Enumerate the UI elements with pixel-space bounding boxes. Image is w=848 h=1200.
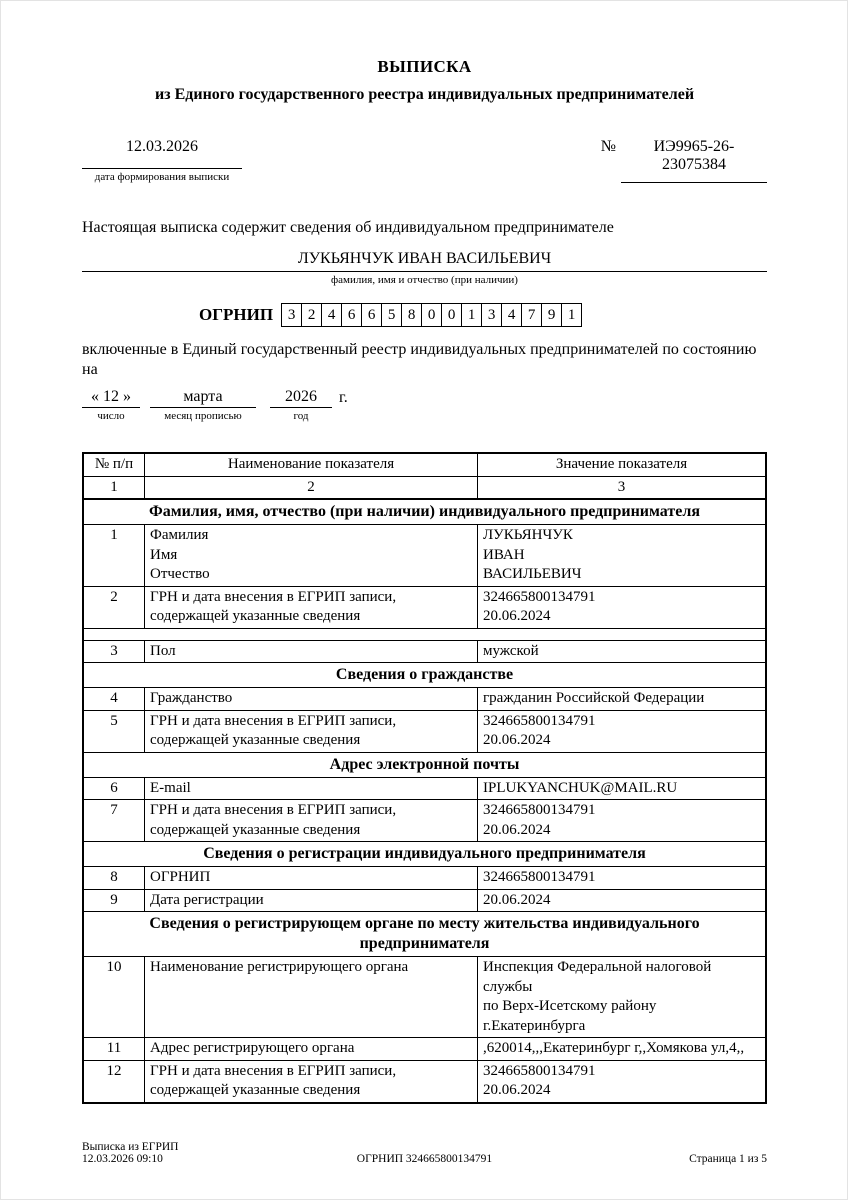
- as-of-month-value: марта: [150, 388, 256, 408]
- as-of-day-value: « 12 »: [82, 388, 140, 408]
- table-row: [83, 777, 766, 800]
- entrepreneur-name-block: [82, 250, 767, 286]
- header-name: Наименование показателя: [145, 453, 478, 476]
- footer-datetime: 12.03.2026 09:10: [82, 1153, 163, 1165]
- ogrnip-digit-boxes: [281, 303, 582, 327]
- row-name-cell: ГРН и дата внесения в ЕГРИП записи, содержащей указанные сведения: [145, 710, 478, 752]
- ogrnip-digit: 1: [462, 303, 482, 327]
- row-name-cell: ОГРНИП: [145, 867, 478, 890]
- table-empty-row: [83, 628, 766, 640]
- row-value-cell: 324665800134791 20.06.2024: [478, 1060, 767, 1103]
- registry-table: [82, 452, 767, 1104]
- ogrnip-digit: 6: [362, 303, 382, 327]
- row-value-cell: 20.06.2024: [478, 889, 767, 912]
- table-row: [83, 710, 766, 752]
- row-number-cell: 12: [83, 1060, 145, 1103]
- formation-date: 12.03.2026: [82, 138, 242, 169]
- as-of-year-value: 2026: [270, 388, 332, 408]
- footer-page-number: Страница 1 из 5: [689, 1153, 767, 1165]
- row-name-cell: Дата регистрации: [145, 889, 478, 912]
- row-number-cell: 3: [83, 640, 145, 663]
- row-name-cell: ГРН и дата внесения в ЕГРИП записи, содержащей указанные сведения: [145, 1060, 478, 1103]
- row-number-cell: 7: [83, 800, 145, 842]
- ogrnip-digit: 9: [542, 303, 562, 327]
- number-sign: №: [600, 138, 616, 155]
- ogrnip-digit: 4: [502, 303, 522, 327]
- colnum-3: 3: [478, 476, 767, 499]
- row-value-cell: 324665800134791: [478, 867, 767, 890]
- table-row: [83, 586, 766, 628]
- document-title: ВЫПИСКА: [377, 57, 472, 76]
- table-row: [83, 957, 766, 1038]
- header-value: Значение показателя: [478, 453, 767, 476]
- included-statement: включенные в Единый государственный реестр индивидуальных предпринимателей по состоянию на: [82, 341, 757, 378]
- row-number-cell: 10: [83, 957, 145, 1038]
- table-section-header: [83, 752, 766, 777]
- ogrnip-digit: 1: [562, 303, 582, 327]
- row-number-cell: 8: [83, 867, 145, 890]
- row-value-cell: мужской: [478, 640, 767, 663]
- entrepreneur-name-caption: фамилия, имя и отчество (при наличии): [331, 274, 518, 286]
- table-section-header: [83, 499, 766, 525]
- as-of-month-label: месяц прописью: [164, 410, 242, 423]
- table-section-header-text: Фамилия, имя, отчество (при наличии) индивидуального предпринимателя: [83, 499, 766, 525]
- formation-date-block: [82, 138, 242, 183]
- table-section-header-text: Сведения о регистрации индивидуального предпринимателя: [83, 842, 766, 867]
- meta-row: [82, 138, 767, 183]
- row-name-cell: Наименование регистрирующего органа: [145, 957, 478, 1038]
- table-section-header-text: Адрес электронной почты: [83, 752, 766, 777]
- table-row: [83, 640, 766, 663]
- ogrnip-digit: 3: [482, 303, 502, 327]
- row-name-cell: Пол: [145, 640, 478, 663]
- as-of-year-label: год: [293, 410, 309, 423]
- page-footer: [82, 1141, 767, 1165]
- colnum-1: 1: [83, 476, 145, 499]
- row-name-cell: ГРН и дата внесения в ЕГРИП записи, содержащей указанные сведения: [145, 586, 478, 628]
- document-number-block: [601, 138, 767, 183]
- as-of-day-field: [82, 388, 140, 422]
- as-of-day-label: число: [97, 410, 125, 423]
- table-row: [83, 889, 766, 912]
- table-section-header-text: Сведения о регистрирующем органе по месту жительства индивидуального предпринимателя: [83, 912, 766, 957]
- table-row: [83, 525, 766, 587]
- row-number-cell: 5: [83, 710, 145, 752]
- table-section-header: [83, 842, 766, 867]
- row-value-cell: 324665800134791 20.06.2024: [478, 800, 767, 842]
- row-value-cell: 324665800134791 20.06.2024: [478, 710, 767, 752]
- row-value-cell: Инспекция Федеральной налоговой службы по Верх-Исетскому району г.Екатеринбурга: [478, 957, 767, 1038]
- row-name-cell: Адрес регистрирующего органа: [145, 1038, 478, 1061]
- ogrnip-digit: 8: [402, 303, 422, 327]
- document-number-line1: ИЭ9965-26-: [653, 138, 735, 155]
- row-value-cell: гражданин Российской Федерации: [478, 688, 767, 711]
- table-row: [83, 688, 766, 711]
- row-number-cell: 1: [83, 525, 145, 587]
- colnum-2: 2: [145, 476, 478, 499]
- row-name-cell: ГРН и дата внесения в ЕГРИП записи, содержащей указанные сведения: [145, 800, 478, 842]
- table-empty-cell: [83, 628, 766, 640]
- row-number-cell: 4: [83, 688, 145, 711]
- footer-left: [82, 1141, 357, 1165]
- row-value-cell: ЛУКЬЯНЧУК ИВАН ВАСИЛЬЕВИЧ: [478, 525, 767, 587]
- table-section-header-text: Сведения о гражданстве: [83, 663, 766, 688]
- as-of-year-field: [270, 388, 332, 422]
- row-number-cell: 9: [83, 889, 145, 912]
- as-of-date-fields: [82, 388, 767, 422]
- table-row: [83, 1038, 766, 1061]
- ogrnip-digit: 3: [281, 303, 302, 327]
- table-header-row: [83, 453, 766, 476]
- as-of-month-field: [150, 388, 256, 422]
- row-name-cell: E-mail: [145, 777, 478, 800]
- ogrnip-digit: 7: [522, 303, 542, 327]
- row-value-cell: IPLUKYANCHUK@MAIL.RU: [478, 777, 767, 800]
- formation-date-label: дата формирования выписки: [94, 171, 230, 183]
- ogrnip-row: [199, 303, 767, 327]
- document-number: [621, 138, 767, 183]
- document-subtitle: из Единого государственного реестра индивидуальных предпринимателей: [154, 86, 695, 103]
- statement-text: Настоящая выписка содержит сведения об индивидуальном предпринимателе: [82, 219, 614, 236]
- footer-doc-type: Выписка из ЕГРИП: [82, 1141, 179, 1153]
- entrepreneur-name: ЛУКЬЯНЧУК ИВАН ВАСИЛЬЕВИЧ: [82, 250, 767, 272]
- row-value-cell: 324665800134791 20.06.2024: [478, 586, 767, 628]
- footer-ogrnip: ОГРНИП 324665800134791: [356, 1153, 493, 1165]
- row-number-cell: 6: [83, 777, 145, 800]
- as-of-year-suffix: г.: [339, 389, 348, 407]
- row-name-cell: Гражданство: [145, 688, 478, 711]
- ogrnip-digit: 4: [322, 303, 342, 327]
- ogrnip-digit: 0: [442, 303, 462, 327]
- table-section-header: [83, 912, 766, 957]
- table-row: [83, 800, 766, 842]
- ogrnip-digit: 5: [382, 303, 402, 327]
- row-number-cell: 2: [83, 586, 145, 628]
- ogrnip-digit: 0: [422, 303, 442, 327]
- table-row: [83, 1060, 766, 1103]
- ogrnip-digit: 6: [342, 303, 362, 327]
- table-column-numbers-row: [83, 476, 766, 499]
- ogrnip-label: ОГРНИП: [199, 305, 274, 324]
- document-number-line2: 23075384: [662, 156, 726, 173]
- header-num: № п/п: [83, 453, 145, 476]
- row-name-cell: Фамилия Имя Отчество: [145, 525, 478, 587]
- ogrnip-digit: 2: [302, 303, 322, 327]
- table-section-header: [83, 663, 766, 688]
- row-value-cell: ,620014,,,Екатеринбург г,,Хомякова ул,4,,: [478, 1038, 767, 1061]
- table-row: [83, 867, 766, 890]
- row-number-cell: 11: [83, 1038, 145, 1061]
